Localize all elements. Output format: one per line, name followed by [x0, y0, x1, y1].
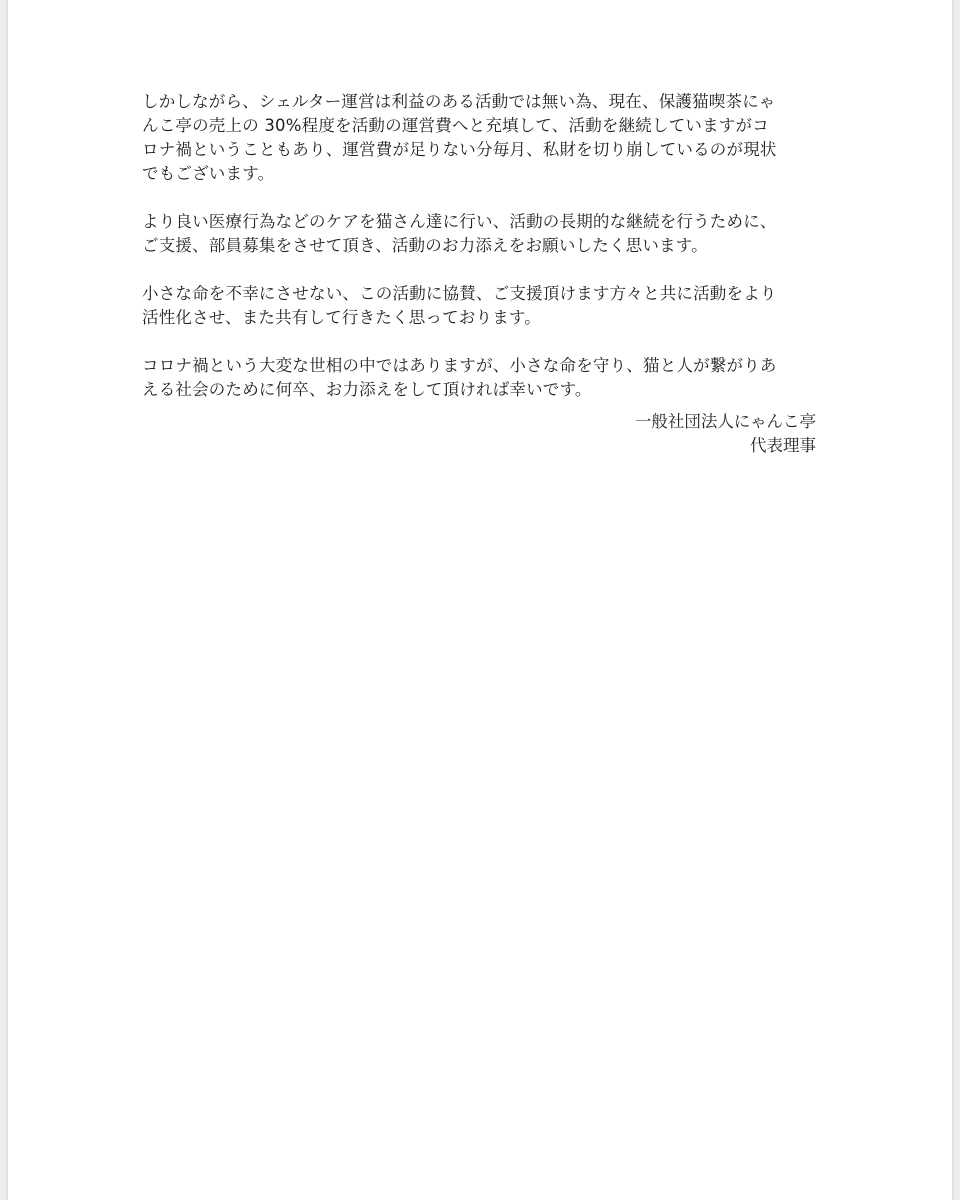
text-line: んこ亭の売上の 30%程度を活動の運営費へと充填して、活動を継続していますがコ	[142, 116, 769, 135]
text-line: 小さな命を不幸にさせない、この活動に協賛、ご支援頂けます方々と共に活動をより	[142, 284, 777, 303]
text-line: える社会のために何卒、お力添えをして頂ければ幸いです。	[142, 380, 592, 399]
text-line: 活性化させ、また共有して行きたく思っております。	[142, 308, 541, 327]
text-line: ロナ禍ということもあり、運営費が足りない分毎月、私財を切り崩しているのが現状	[142, 140, 777, 159]
text-line: ご支援、部員募集をさせて頂き、活動のお力添えをお願いしたく思います。	[142, 236, 708, 255]
signature-organization: 一般社団法人にゃんこ亭	[634, 412, 816, 431]
text-line: コロナ禍という大変な世相の中ではありますが、小さな命を守り、猫と人が繋がりあ	[142, 356, 777, 375]
text-line: しかしながら、シェルター運営は利益のある活動では無い為、現在、保護猫喫茶にゃ	[142, 92, 776, 111]
document-page	[8, 0, 952, 1200]
signature-block	[635, 410, 816, 458]
paragraph-3	[142, 282, 832, 330]
letter-body	[142, 90, 832, 426]
text-line: でもございます。	[142, 164, 275, 183]
paragraph-1	[142, 90, 832, 186]
paragraph-4	[142, 354, 832, 402]
paragraph-2	[142, 210, 832, 258]
signature-title: 代表理事	[750, 436, 816, 455]
text-line: より良い医療行為などのケアを猫さん達に行い、活動の長期的な継続を行うために、	[142, 212, 777, 231]
